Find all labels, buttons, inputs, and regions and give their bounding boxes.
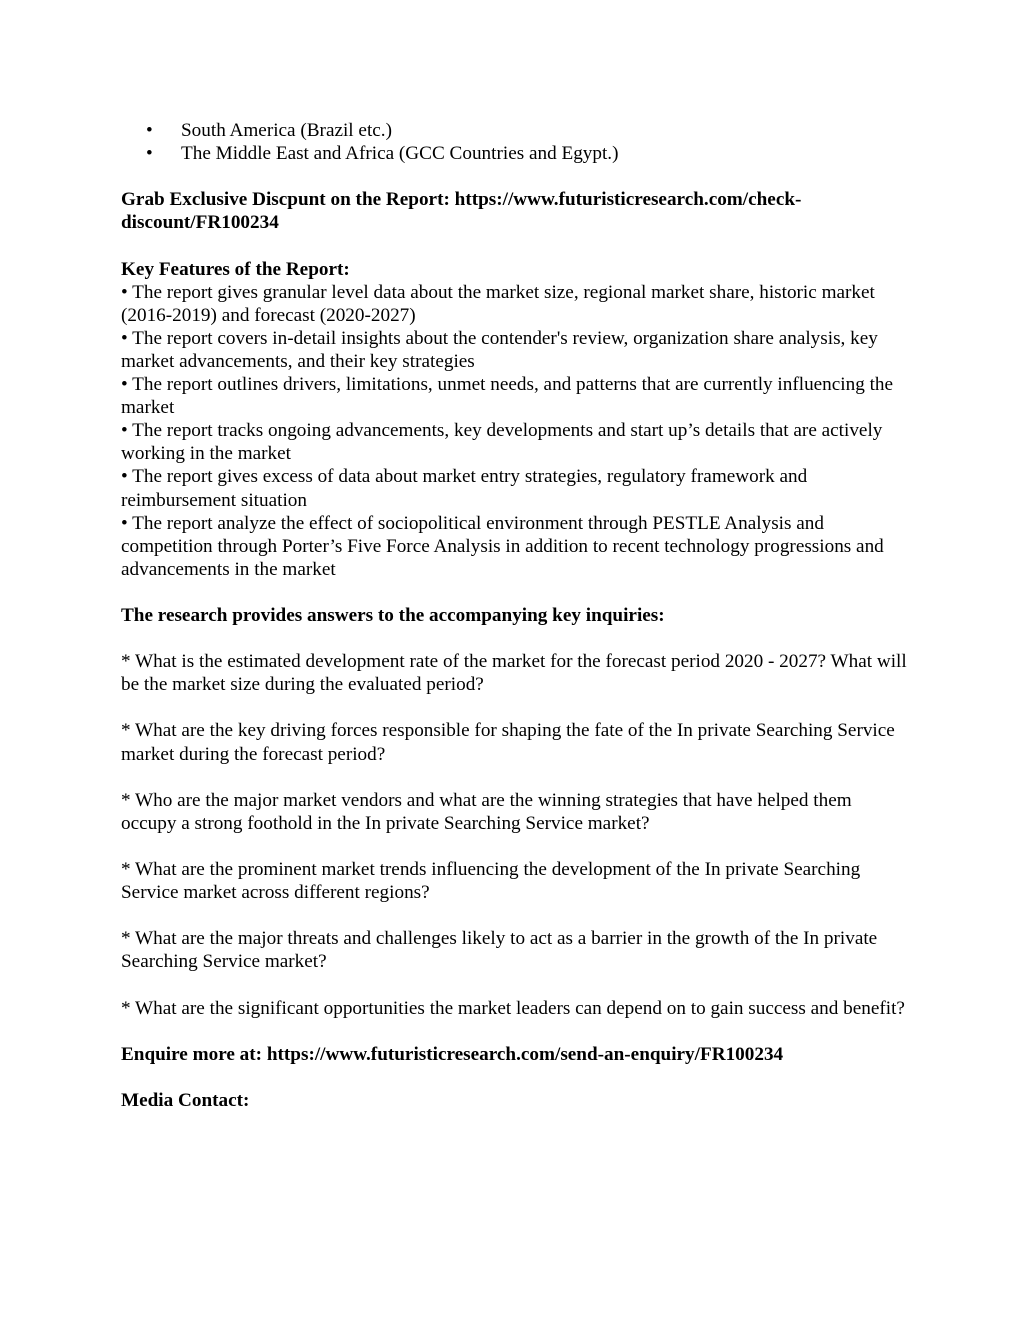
inquiry-item: * What are the prominent market trends influencing the development of the In private Searching Service market across different regions? bbox=[121, 859, 861, 904]
list-item bbox=[121, 142, 911, 165]
inquiry-item: * What is the estimated development rate of the market for the forecast period 2020 - 2027? What will be the market size during the evaluated period? bbox=[121, 651, 907, 696]
feature-item: • The report tracks ongoing advancements, key developments and start up’s details that are actively working in the market bbox=[121, 420, 883, 465]
feature-item: • The report gives granular level data about the market size, regional market share, historic market (2016-2019) and forecast (2020-2027) bbox=[121, 281, 875, 326]
feature-item: • The report analyze the effect of sociopolitical environment through PESTLE Analysis and competition through Porter’s Five Force Analysis in addition to recent technology progressions and advancements in the market bbox=[121, 512, 884, 580]
region-list bbox=[121, 119, 911, 165]
feature-item: • The report gives excess of data about market entry strategies, regulatory framework and reimbursement situation bbox=[121, 466, 808, 511]
discount-link-line[interactable]: Grab Exclusive Discpunt on the Report: https://www.futuristicresearch.com/check-discount/FR100234 bbox=[121, 189, 802, 234]
region-item-text: South America (Brazil etc.) bbox=[181, 120, 392, 141]
region-item-text: The Middle East and Africa (GCC Countries and Egypt.) bbox=[181, 143, 619, 165]
media-contact-heading: Media Contact: bbox=[121, 1089, 250, 1111]
bullet-icon: • bbox=[146, 143, 153, 165]
enquire-link-line[interactable]: Enquire more at: https://www.futuristicresearch.com/send-an-enquiry/FR100234 bbox=[121, 1043, 784, 1065]
inquiry-item: * What are the key driving forces responsible for shaping the fate of the In private Searching Service market during the forecast period? bbox=[121, 720, 895, 765]
inquiries-heading: The research provides answers to the accompanying key inquiries: bbox=[121, 604, 665, 626]
bullet-icon: • bbox=[146, 120, 153, 141]
inquiry-item: * Who are the major market vendors and what are the winning strategies that have helped them occupy a strong foothold in the In private Searching Service market? bbox=[121, 789, 852, 834]
key-features-list bbox=[121, 281, 911, 581]
list-item bbox=[121, 119, 911, 142]
feature-item: • The report covers in-detail insights about the contender's review, organization share analysis, key market advancements, and their key strategies bbox=[121, 327, 878, 372]
key-features-heading: Key Features of the Report: bbox=[121, 258, 350, 280]
document-page bbox=[121, 119, 911, 1112]
inquiry-item: * What are the significant opportunities the market leaders can depend on to gain success and benefit? bbox=[121, 997, 905, 1019]
feature-item: • The report outlines drivers, limitations, unmet needs, and patterns that are currently influencing the market bbox=[121, 374, 894, 419]
inquiry-item: * What are the major threats and challenges likely to act as a barrier in the growth of the In private Searching Service market? bbox=[121, 928, 878, 973]
